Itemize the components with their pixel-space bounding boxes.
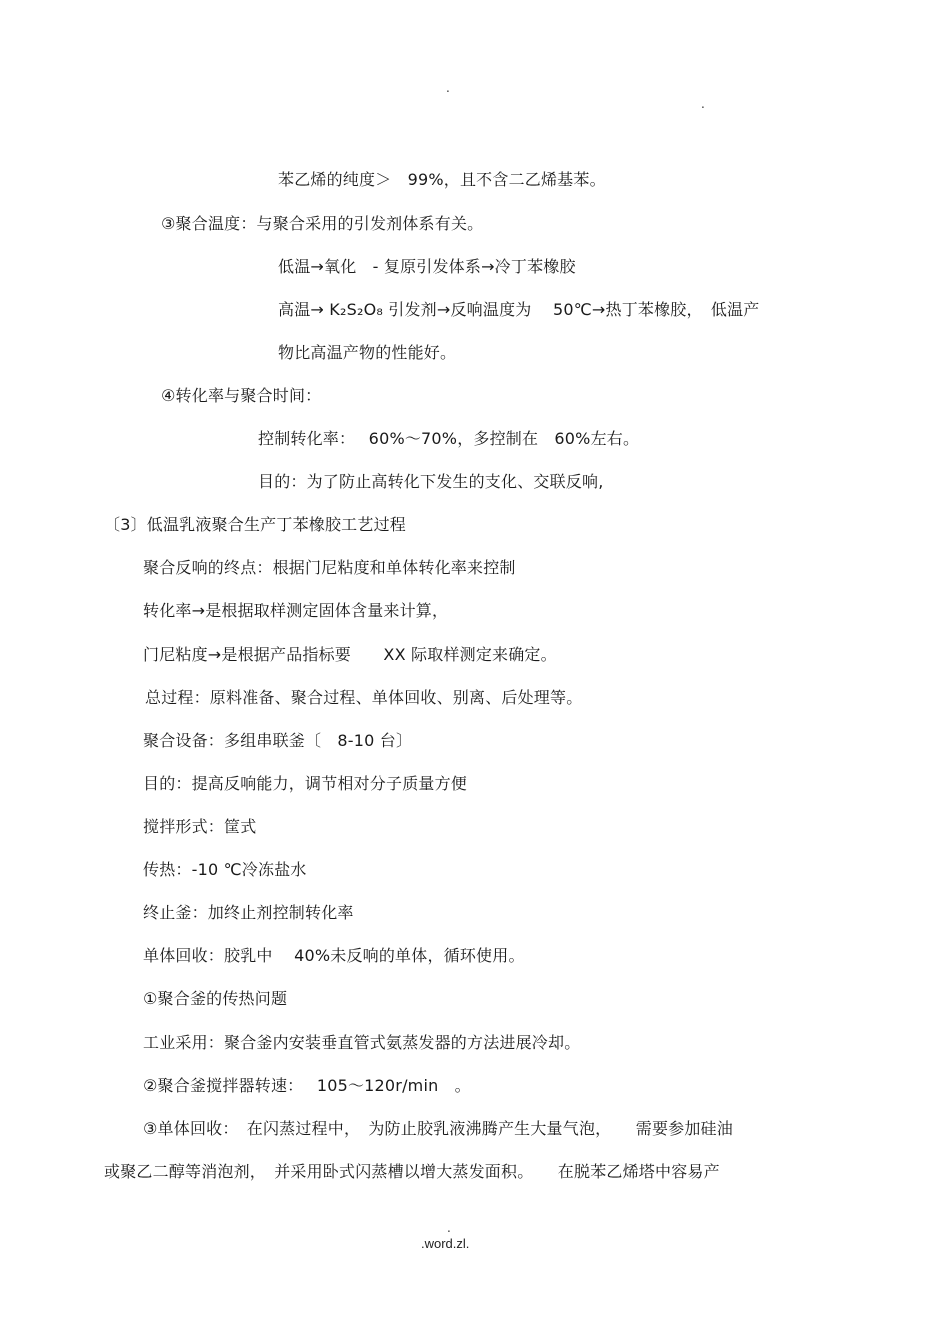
text-line: 控制转化率： 60%～70%，多控制在 60%左右。 bbox=[258, 429, 640, 448]
text-line: 门尼粘度→是根据产品指标要 XX 际取样测定来确定。 bbox=[143, 645, 557, 664]
text-line: 低温→氧化 - 复原引发体系→冷丁苯橡胶 bbox=[278, 257, 576, 276]
footer-dot: . bbox=[447, 1221, 451, 1235]
section-heading: 〔3〕低温乳液聚合生产丁苯橡胶工艺过程 bbox=[104, 515, 406, 534]
text-line: ②聚合釜搅拌器转速： 105～120r/min 。 bbox=[143, 1076, 471, 1095]
text-line: ③聚合温度：与聚合采用的引发剂体系有关。 bbox=[161, 214, 484, 233]
header-dot-right: . bbox=[701, 97, 705, 111]
text-line: ④转化率与聚合时间： bbox=[161, 386, 322, 405]
text-line: 总过程：原料准备、聚合过程、单体回收、别离、后处理等。 bbox=[145, 688, 583, 707]
text-line: 物比高温产物的性能好。 bbox=[278, 343, 457, 362]
text-line: 搅拌形式：筐式 bbox=[143, 817, 257, 836]
text-line: 聚合设备：多组串联釜〔 8-10 台〕 bbox=[143, 731, 413, 750]
text-line: 目的：为了防止高转化下发生的支化、交联反响, bbox=[258, 472, 604, 491]
header-dot-left: . bbox=[446, 81, 450, 95]
footer-text: .word.zl. bbox=[421, 1236, 470, 1251]
text-line: 高温→ K₂S₂O₈ 引发剂→反响温度为 50℃→热丁苯橡胶， 低温产 bbox=[278, 300, 760, 319]
text-line: 或聚乙二醇等消泡剂， 并采用卧式闪蒸槽以增大蒸发面积。 在脱苯乙烯塔中容易产 bbox=[104, 1162, 720, 1181]
text-line: 聚合反响的终点：根据门尼粘度和单体转化率来控制 bbox=[143, 558, 516, 577]
text-line: ①聚合釜的传热问题 bbox=[143, 989, 288, 1008]
text-line: 苯乙烯的纯度＞ 99%，且不含二乙烯基苯。 bbox=[278, 170, 606, 189]
text-line: 传热：-10 ℃冷冻盐水 bbox=[143, 860, 307, 879]
text-line: 终止釜：加终止剂控制转化率 bbox=[143, 903, 354, 922]
text-line: 工业采用：聚合釜内安装垂直管式氨蒸发器的方法进展冷却。 bbox=[143, 1033, 581, 1052]
text-line: 单体回收：胶乳中 40%未反响的单体，循环使用。 bbox=[143, 946, 525, 965]
text-line: 转化率→是根据取样测定固体含量来计算， bbox=[143, 601, 449, 620]
text-line: ③单体回收： 在闪蒸过程中， 为防止胶乳液沸腾产生大量气泡， 需要参加硅油 bbox=[143, 1119, 733, 1138]
text-line: 目的：提高反响能力，调节相对分子质量方便 bbox=[143, 774, 468, 793]
